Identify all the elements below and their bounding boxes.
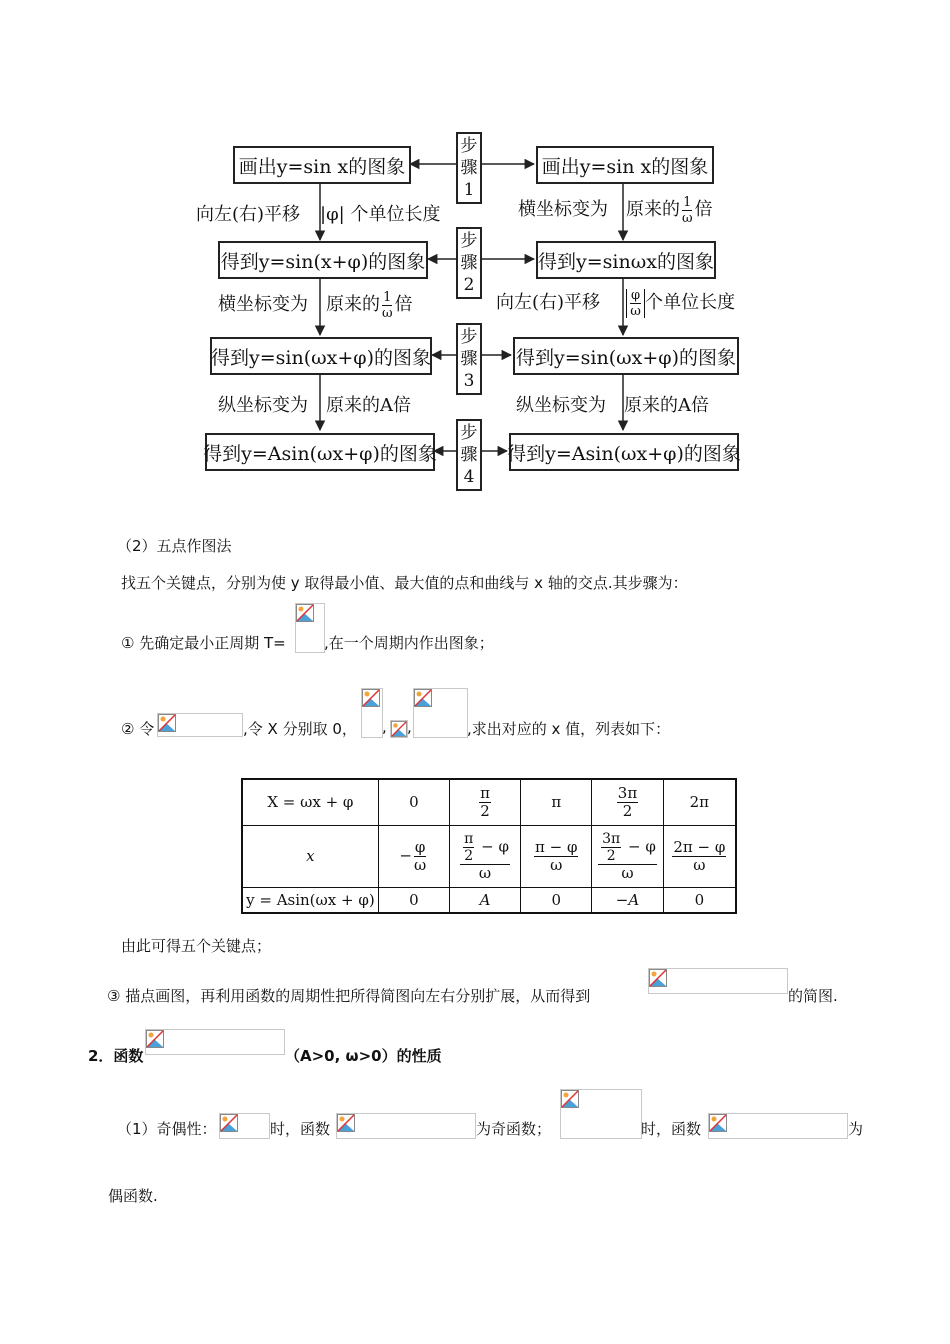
parity-text-b: 时，函数 [270, 1120, 331, 1138]
table-cell: $\frac{2\pi - \varphi}{\omega}$ [663, 825, 736, 887]
table-header-y: y = Asin(ωx + φ) [242, 887, 378, 913]
left-box-2: 得到y=sin(x+φ)的图象 [218, 241, 428, 279]
left-label-3: 纵坐标变为 原来的A倍 [218, 395, 411, 416]
table-cell: $\frac{\pi - \varphi}{\omega}$ [521, 825, 592, 887]
heading-properties-b: （A>0, ω>0）的性质 [285, 1047, 442, 1065]
formula-image-function [145, 1029, 285, 1055]
after-table-text: 由此可得五个关键点； [121, 937, 272, 955]
right-label-2: 向左(右)平移 $\frac{\varphi}{\omega}$ 个单位长度 [496, 287, 736, 319]
table-cell: 2π [663, 779, 736, 825]
step-3: 步 骤 3 [456, 323, 482, 395]
broken-image-icon [649, 969, 667, 987]
broken-image-icon [561, 1090, 579, 1108]
formula-image-period [295, 603, 325, 653]
broken-image-icon [220, 1114, 238, 1132]
right-label-3: 纵坐标变为 原来的A倍 [516, 395, 709, 416]
table-cell: −A [592, 887, 663, 913]
left-label-2: 横坐标变为 原来的 $\frac{1}{\omega}$ 倍 [218, 289, 413, 321]
table-cell: 0 [378, 779, 449, 825]
table-cell: $\frac{\pi}{2}$ [449, 779, 520, 825]
step2-text-a: ② 令 [121, 720, 155, 738]
broken-image-icon [146, 1030, 164, 1048]
broken-image-icon [158, 714, 176, 732]
broken-image-icon [296, 604, 314, 622]
formula-image-even-function [708, 1113, 848, 1139]
parity-text-c: 为奇函数； [476, 1120, 552, 1138]
right-label-1: 横坐标变为 原来的 $\frac{1}{\omega}$ 倍 [518, 194, 713, 226]
table-cell: 0 [378, 887, 449, 913]
right-box-2: 得到y=sinωx的图象 [536, 241, 716, 279]
parity-text-f: 偶函数. [108, 1187, 158, 1205]
broken-image-icon [391, 721, 407, 737]
left-box-1: 画出y=sin x的图象 [233, 146, 411, 184]
left-label-1: 向左(右)平移 |φ| 个单位长度 [196, 204, 441, 225]
table-row [242, 779, 736, 825]
step2-text-b: ,令 X 分别取 0， [243, 720, 357, 738]
table-cell: 0 [521, 887, 592, 913]
formula-image-odd-function [336, 1113, 476, 1139]
right-box-1: 画出y=sin x的图象 [536, 146, 714, 184]
table-cell: $\frac{\pi}{2}$ − φ ω [449, 825, 520, 887]
right-box-4: 得到y=Asin(ωx+φ)的图象 [509, 433, 739, 471]
table-row [242, 825, 736, 887]
parity-text-a: （1）奇偶性： [117, 1120, 217, 1138]
table-cell: $\frac{3\pi}{2}$ [592, 779, 663, 825]
parity-text-d: 时，函数 [641, 1120, 702, 1138]
broken-image-icon [709, 1114, 727, 1132]
left-box-3: 得到y=sin(ωx+φ)的图象 [210, 337, 432, 375]
table-cell: π [521, 779, 592, 825]
formula-image-substitution [157, 713, 243, 737]
right-box-3: 得到y=sin(ωx+φ)的图象 [513, 337, 739, 375]
table-row [242, 887, 736, 913]
step3-text-a: ③ 描点画图，再利用函数的周期性把所得简图向左右分别扩展，从而得到 [107, 987, 591, 1005]
parity-text-e: 为 [848, 1120, 864, 1138]
table-header-X: X = ωx + φ [242, 779, 378, 825]
table-cell: − $\frac{\varphi}{\omega}$ [378, 825, 449, 887]
step3-text-b: 的简图. [788, 987, 838, 1005]
formula-image-three-half-pi [413, 688, 468, 738]
table-cell: 0 [663, 887, 736, 913]
table-header-x: x [242, 825, 378, 887]
step1-text-a: ① 先确定最小正周期 T= [121, 634, 286, 652]
key-points-table [241, 778, 737, 914]
section-heading: （2）五点作图法 [117, 537, 232, 555]
formula-image-half-pi [361, 688, 383, 738]
heading-properties-a: 2．函数 [88, 1047, 144, 1065]
formula-image-pi [390, 720, 408, 738]
step2-comma-1: , [382, 718, 387, 736]
table-cell: A [449, 887, 520, 913]
step-2: 步 骤 2 [456, 227, 482, 299]
step1-text-b: ,在一个周期内作出图象； [324, 634, 494, 652]
formula-image-even-condition [560, 1089, 642, 1139]
intro-paragraph: 找五个关键点，分别为使 y 取得最小值、最大值的点和曲线与 x 轴的交点.其步骤为： [121, 574, 688, 592]
step2-comma-2: , [407, 718, 412, 736]
step2-text-c: ,求出对应的 x 值，列表如下： [467, 720, 671, 738]
formula-image-odd-condition [219, 1113, 270, 1139]
broken-image-icon [414, 689, 432, 707]
step-1: 步 骤 1 [456, 132, 482, 204]
step-4: 步 骤 4 [456, 419, 482, 491]
left-box-4: 得到y=Asin(ωx+φ)的图象 [205, 433, 435, 471]
broken-image-icon [362, 689, 380, 707]
table-cell: $\frac{3\pi}{2}$ − φ ω [592, 825, 663, 887]
broken-image-icon [337, 1114, 355, 1132]
formula-image-graph-function [648, 968, 788, 994]
